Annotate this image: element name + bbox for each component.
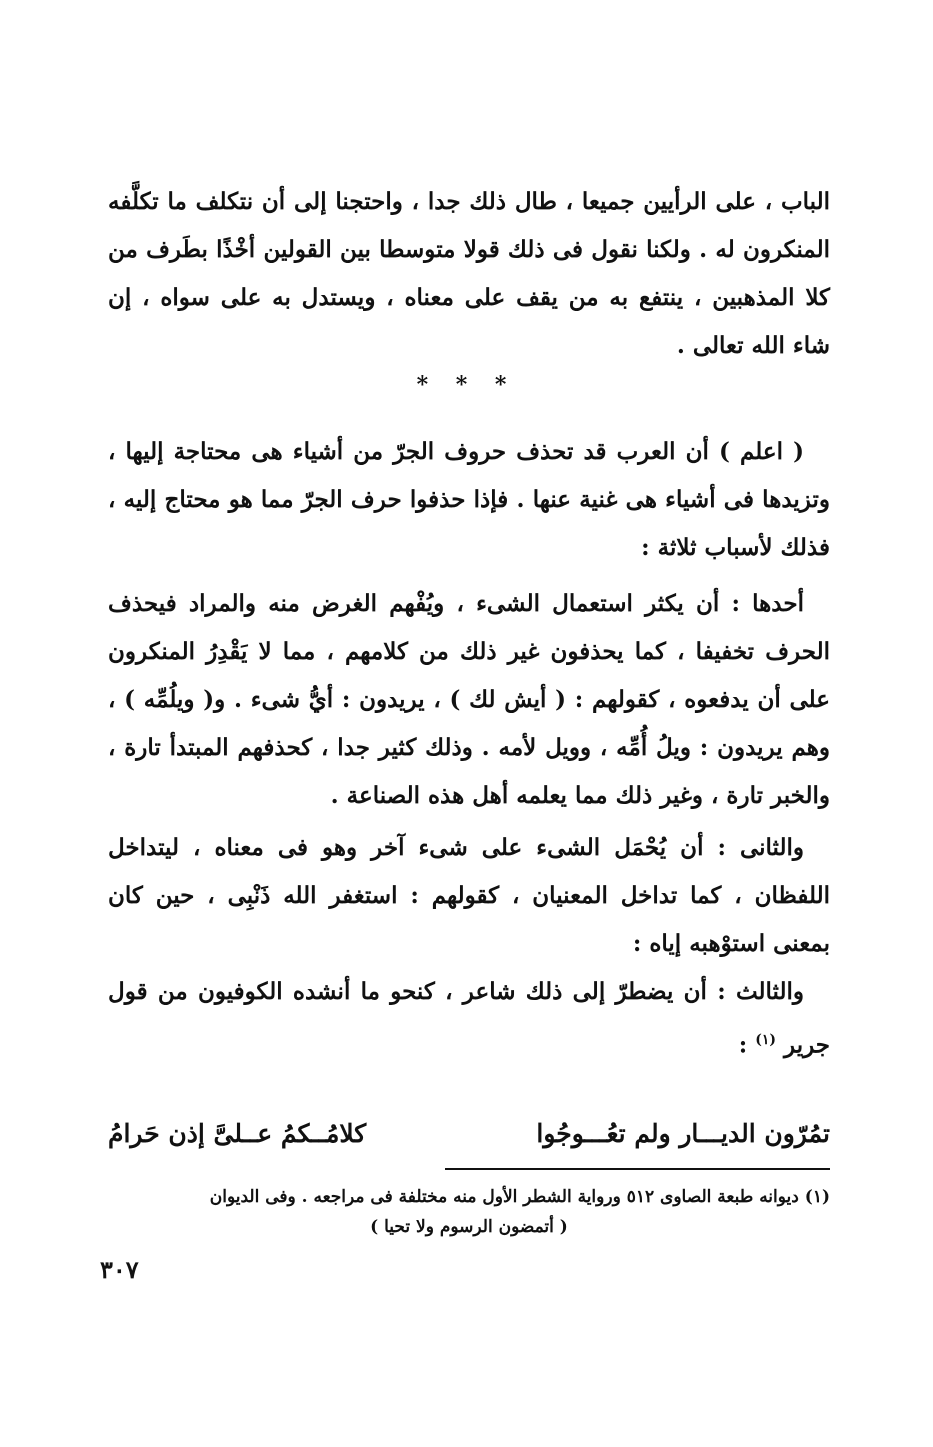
body-text-main xyxy=(108,428,830,1070)
paragraph-5-text: والثالث : أن يضطرّ إلى ذلك شاعر ، كنحو ما أنشده الكوفيون من قول جرير xyxy=(108,978,830,1059)
poetry-verse xyxy=(108,1110,830,1158)
footnote-divider xyxy=(445,1168,830,1170)
paragraph-3: أحدها : أن يكثر استعمال الشىء ، ويُفْهم الغرض منه والمراد فيحذف الحرف تخفيفا ، كما يحذفون غير ذلك من كلامهم ، مما لا يَقْدِرُ المنكرون على أن يدفعوه ، كقولهم : ( أيش لك ) ، يريدون : أيُّ شىء . و( ويلُمِّه ) ، وهم يريدون : ويلُ أُمِّه ، وويل لأمه . وذلك كثير جدا ، كحذفهم المبتدأ تارة ، والخبر تارة ، وغير ذلك مما يعلمه أهل هذه الصناعة . xyxy=(108,590,830,809)
footnote xyxy=(108,1182,830,1242)
verse-hemistich-1: تمُرّون الديـــار ولم تعُـــوجُوا xyxy=(536,1119,830,1148)
paragraph-1: الباب ، على الرأيين جميعا ، طال ذلك جدا ، واحتجنا إلى أن نتكلف ما تكلَّفه المنكرون له . ولكنا نقول فى ذلك قولا متوسطا بين القولين أخْذًا بطَرف من كلا المذهبين ، ينتفع به من يقف على معناه ، ويستدل به على سواه ، إن شاء الله تعالى . xyxy=(108,188,830,359)
footnote-reference: (١) xyxy=(755,1032,776,1048)
paragraph-5-colon: : xyxy=(738,1031,748,1059)
body-text-top xyxy=(108,178,830,370)
section-separator: * * * xyxy=(416,372,517,398)
footnote-line-2: ( أتمضون الرسوم ولا تحيا ) xyxy=(370,1217,568,1237)
verse-hemistich-2: كلامُــكمُ عــلىَّ إذن حَرامُ xyxy=(108,1119,367,1148)
paragraph-2: ( اعلم ) أن العرب قد تحذف حروف الجرّ من أشياء هى محتاجة إليها ، وتزيدها فى أشياء هى غنية عنها . فإذا حذفوا حرف الجرّ مما هو محتاج إليه ، فذلك لأسباب ثلاثة : xyxy=(108,438,830,561)
paragraph-5 xyxy=(108,968,830,1070)
paragraph-4: والثانى : أن يُحْمَل الشىء على شىء آخر وهو فى معناه ، ليتداخل اللفظان ، كما تداخل المعنيان ، كقولهم : استغفر الله ذَنْبِى ، حين كان بمعنى استوْهبه إياه : xyxy=(108,834,830,957)
page-number: ٣٠٧ xyxy=(100,1255,139,1284)
footnote-line-1: (١) ديوانه طبعة الصاوى ٥١٢ ورواية الشطر الأول منه مختلفة فى مراجعه . وفى الديوان xyxy=(209,1187,830,1207)
